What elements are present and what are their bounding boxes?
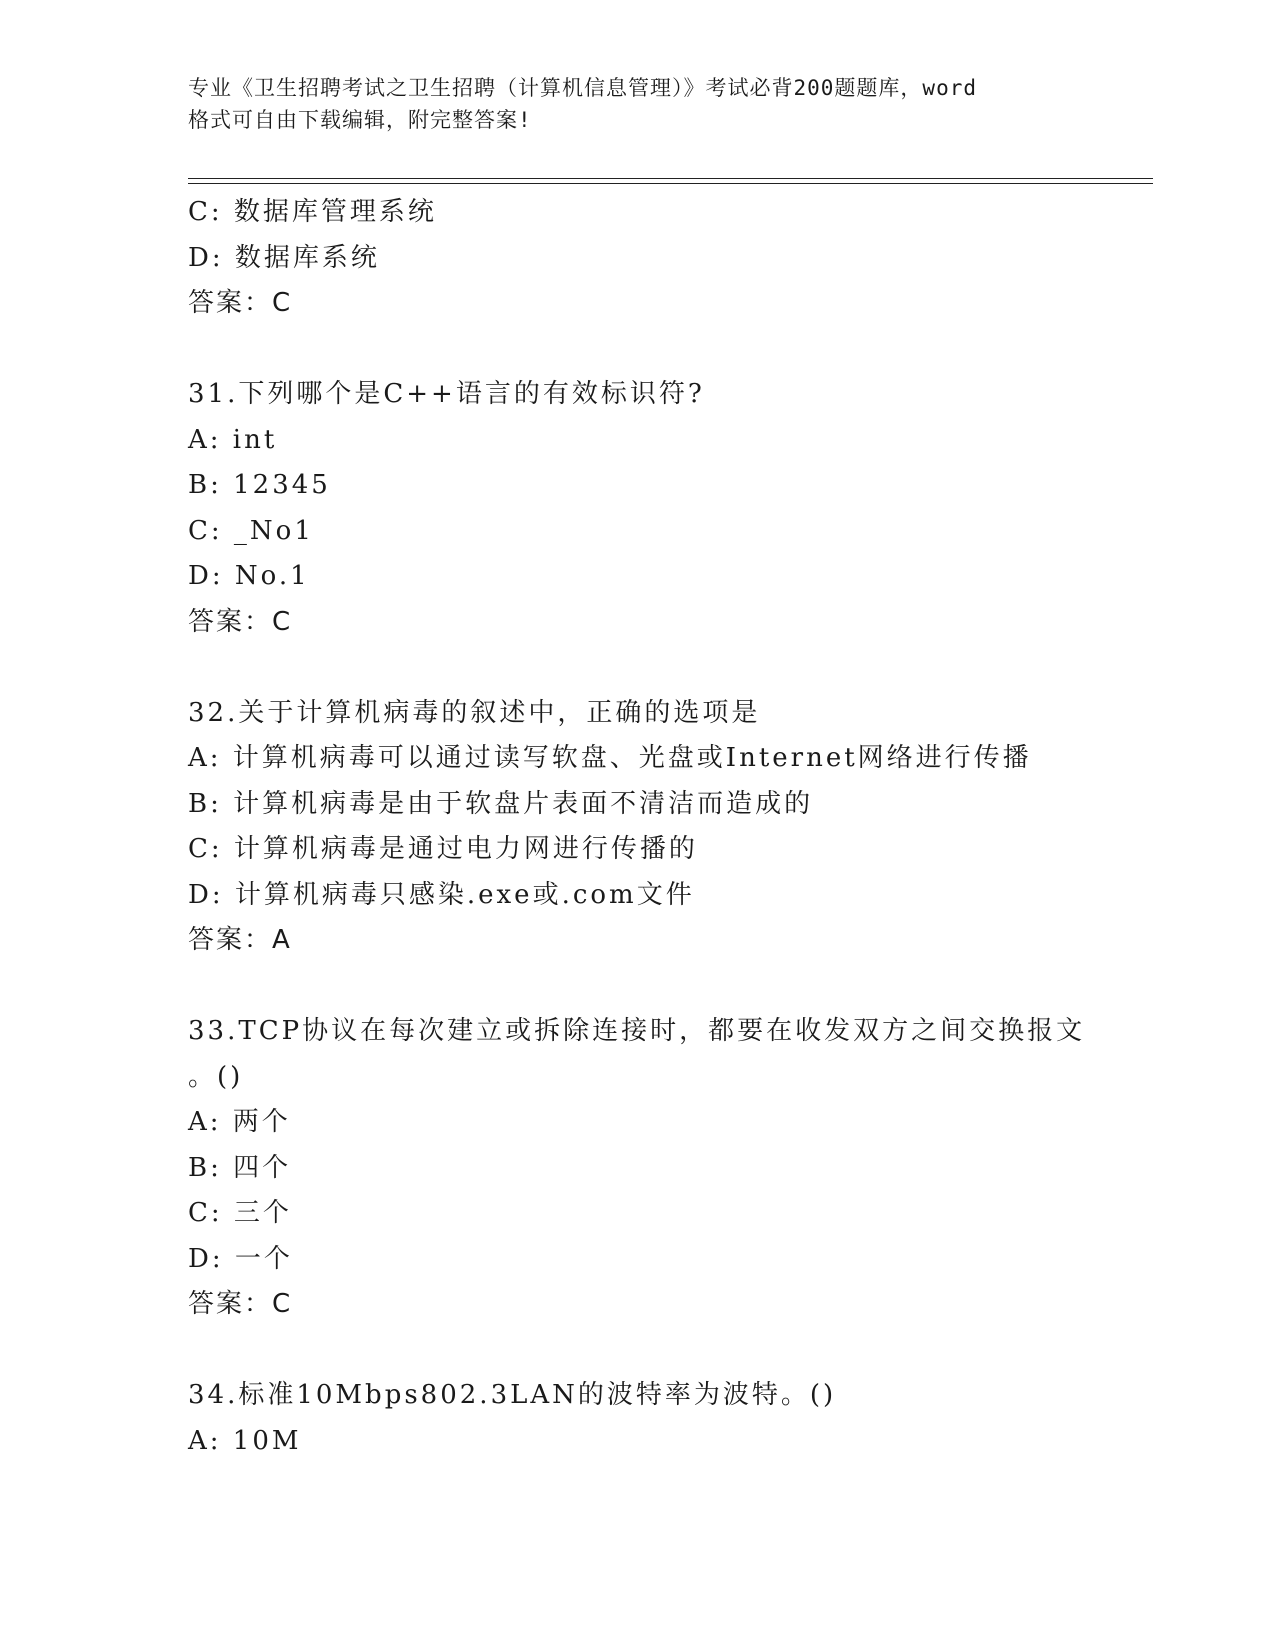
q32-option-d: D: 计算机病毒只感染.exe或.com文件 (188, 879, 695, 910)
q33-option-a: A: 两个 (188, 1107, 291, 1137)
header-divider-bottom (188, 183, 1153, 184)
q31-question: 31.下列哪个是C++语言的有效标识符? (188, 379, 705, 409)
q31-answer: 答案：C (188, 606, 293, 637)
question-list (188, 190, 1153, 1464)
q32-answer: 答案：A (188, 925, 292, 955)
q31-option-b: B: 12345 (188, 470, 331, 500)
spacer (188, 327, 1153, 373)
q34-question: 34.标准10Mbps802.3LAN的波特率为波特。() (188, 1380, 837, 1410)
q33-option-b: B: 四个 (188, 1152, 292, 1183)
q32-option-b: B: 计算机病毒是由于软盘片表面不清洁而造成的 (188, 788, 814, 819)
header-line-1: 专业《卫生招聘考试之卫生招聘（计算机信息管理）》考试必背200题题库，word (188, 76, 977, 100)
document-header (188, 72, 1108, 136)
q33-answer: 答案：C (188, 1289, 293, 1319)
header-divider-top (188, 178, 1153, 179)
q33-question-line-2: 。() (188, 1061, 244, 1092)
q30-answer: 答案：C (188, 288, 293, 318)
spacer (188, 645, 1153, 691)
q32-option-a: A: 计算机病毒可以通过读写软盘、光盘或Internet网络进行传播 (188, 743, 1032, 773)
q30-option-d: D: 数据库系统 (188, 242, 380, 273)
spacer (188, 1328, 1153, 1374)
q31-option-d: D: No.1 (188, 561, 310, 591)
q31-option-a: A: int (188, 424, 278, 455)
q33-question-line-1: 33.TCP协议在每次建立或拆除连接时，都要在收发双方之间交换报文 (188, 1016, 1086, 1046)
q32-option-c: C: 计算机病毒是通过电力网进行传播的 (188, 834, 698, 864)
spacer (188, 964, 1153, 1010)
q34-option-a: A: 10M (188, 1425, 302, 1456)
header-line-2: 格式可自由下载编辑，附完整答案! (188, 108, 532, 132)
q33-option-d: D: 一个 (188, 1243, 293, 1274)
q30-option-c: C: 数据库管理系统 (188, 197, 437, 227)
q32-question: 32.关于计算机病毒的叙述中，正确的选项是 (188, 697, 761, 728)
q31-option-c: C: _No1 (188, 515, 314, 546)
q33-option-c: C: 三个 (188, 1198, 292, 1228)
